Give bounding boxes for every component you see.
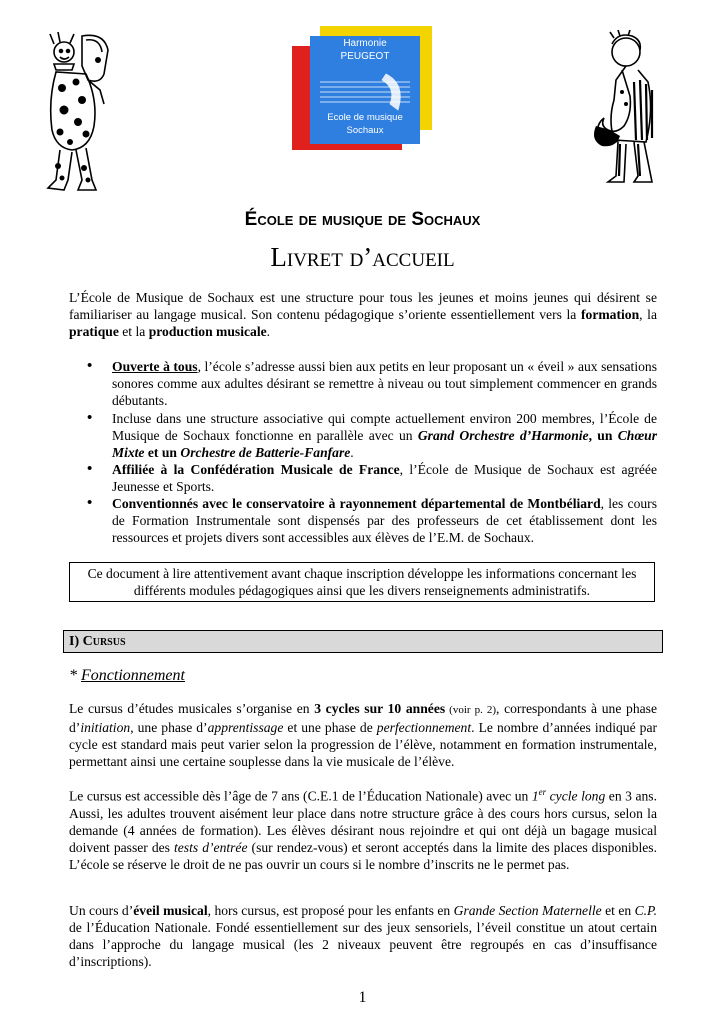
logo-line-4: Sochaux (346, 125, 384, 136)
bullet-icon: • (87, 461, 93, 477)
paragraph-text: en 3 ans. Aussi, les adultes trouvent aisément leur place dans notre structure grâce à des cours hors cursus, selon la demande (4 années de formation). Les élèves désirant nous rejoindre et qui ont déjà un bagage musical doivent passer des (69, 788, 657, 855)
page-title-text: École de musique de Sochaux (244, 209, 481, 230)
paragraph-italic: perfectionnement (376, 720, 472, 735)
paragraph-bold: 3 cycles sur 10 années (314, 701, 446, 716)
paragraph-text: , correspondants à une phase d’ (69, 701, 657, 735)
bullet-icon: • (87, 495, 93, 511)
page-number-text: 1 (358, 989, 367, 1006)
cycles-paragraph (69, 700, 657, 770)
bullet-lead: Ouverte à tous (112, 359, 198, 374)
bullet-emphasis: Chœur Mixte (112, 428, 657, 460)
bullet-emphasis: Grand Orchestre d’Harmonie (417, 428, 589, 443)
subsection-title (69, 666, 185, 686)
clown-tuba-player-icon (42, 30, 124, 200)
bullet-text: Incluse dans une structure associative qui compte actuellement environ 200 membres, l’École de Musique de Sochaux fonctionne en parallèle avec un (112, 411, 657, 443)
section-header (63, 630, 663, 653)
page-subtitle-text: Livret d’accueil (270, 242, 455, 272)
paragraph-text: Le cursus d’études musicales s’organise en (69, 701, 315, 716)
notice-box (69, 562, 655, 602)
intro-text: L’École de Musique de Sochaux est une structure pour tous les jeunes et moins jeunes qui désirent se familiariser au langage musical. Son contenu pédagogique s’oriente essentiellement vers la (69, 290, 657, 322)
page-title (0, 208, 725, 232)
paragraph-text: (sur rendez-vous) et seront acceptés dans la limite des places disponibles. L’école se réserve le droit de ne pas ouvrir un cours si le nombre d’inscrits ne le permet pas. (69, 839, 657, 872)
bullet-emphasis: Orchestre de Batterie-Fanfare (180, 445, 351, 460)
intro-text: . (266, 324, 271, 339)
paragraph-superscript: er (538, 787, 547, 797)
paragraph-italic: tests d’entrée (174, 839, 248, 855)
paragraph-text: Un cours d’ (69, 903, 134, 918)
subsection-label: Fonctionnement (81, 667, 185, 684)
paragraph-italic: initiation (80, 720, 131, 735)
access-paragraph (69, 784, 657, 873)
paragraph-small-ref: (voir p. 2) (445, 704, 497, 716)
notice-text: Ce document à lire attentivement avant chaque inscription développe les informations concernant les différents modules pédagogiques ainsi que les divers renseignements administratifs. (87, 566, 637, 598)
intro-bold-formation: formation (581, 307, 640, 322)
bullet-icon: • (87, 410, 93, 426)
intro-bold-pratique: pratique (69, 324, 119, 339)
bullet-text: , les cours de Formation Instrumentale sont dispensés par des professeurs de cet établissement dont les ressources et projets divers sont accessibles aux élèves de l’E.M. de Sochaux. (112, 496, 657, 545)
bullet-text: . (350, 445, 354, 460)
child-saxophone-player-icon (586, 30, 680, 186)
paragraph-text: de l’Éducation Nationale. Fondé essentiellement sur des jeux sensoriels, l’éveil constitue un atout certain dans l’approche du langage musical (les 2 niveaux peuvent être regroupés en cas d’insuffisance d’inscriptions). (69, 920, 657, 969)
intro-paragraph (69, 289, 657, 340)
paragraph-text: , une phase d’ (130, 720, 208, 735)
paragraph-italic: C.P. (634, 903, 658, 918)
intro-text: , la (639, 307, 657, 322)
bullet-icon: • (87, 358, 93, 374)
bullet-item-2 (87, 410, 657, 461)
bullet-text: , un (588, 428, 618, 443)
paragraph-italic: Grande Section Maternelle (453, 903, 602, 918)
paragraph-text: Le cursus est accessible dès l’âge de 7 ans (C.E.1 de l’Éducation Nationale) avec un (69, 788, 532, 804)
logo-line-2: PEUGEOT (340, 51, 390, 62)
bullet-lead: Affiliée à la Confédération Musicale de France (112, 462, 400, 477)
harmonie-peugeot-logo (290, 24, 440, 154)
paragraph-italic: cycle long (546, 788, 606, 804)
bullet-text: et un (144, 445, 181, 460)
paragraph-bold: éveil musical (133, 903, 208, 918)
paragraph-text: . Le nombre d’années indiqué par cycle est standard mais peut varier selon la progression de l’élève, notamment en formation instrumentale, permettant ainsi une certaine souplesse dans la vie musicale de l’élève. (69, 720, 658, 769)
paragraph-text: et une phase de (283, 720, 377, 735)
paragraph-italic: 1 (531, 788, 539, 804)
page-subtitle (0, 241, 725, 273)
page-number (0, 988, 725, 1008)
intro-bold-production: production musicale (148, 324, 267, 339)
intro-text: et la (118, 324, 149, 339)
bullet-item-1 (87, 358, 657, 409)
bullet-text: , l’École de Musique de Sochaux est agréée Jeunesse et Sports. (112, 462, 657, 494)
eveil-paragraph (69, 902, 657, 970)
bullet-item-4 (87, 495, 657, 546)
paragraph-italic: apprentissage (207, 720, 284, 735)
bullet-text: , l’école s’adresse aussi bien aux petits en leur proposant un « éveil » aux sensations sonores comme aux adultes désirant se remettre à niveau ou tout simplement commencer en grands débutants. (112, 359, 657, 408)
logo-line-3: Ecole de musique (327, 112, 403, 123)
paragraph-text: et en (601, 903, 635, 918)
bullet-lead: Conventionnés avec le conservatoire à rayonnement départemental de Montbéliard (112, 496, 601, 511)
logo-line-1: Harmonie (343, 38, 387, 49)
paragraph-text: , hors cursus, est proposé pour les enfants en (207, 903, 454, 918)
subsection-star: * (69, 667, 81, 684)
section-title: I) Cursus (69, 634, 126, 649)
bullet-item-3 (87, 461, 657, 495)
